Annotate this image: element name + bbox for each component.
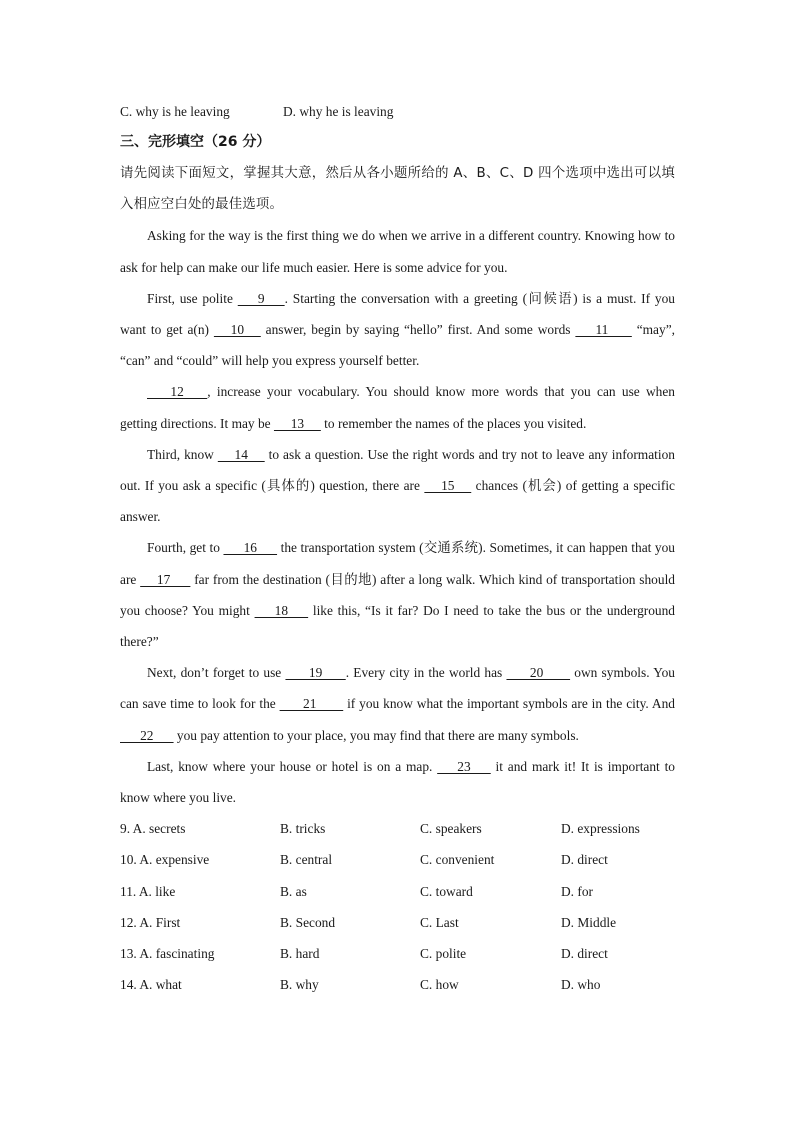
passage-paragraph-3 bbox=[120, 376, 675, 438]
question-row bbox=[120, 813, 675, 844]
text-segment: First, use polite bbox=[147, 290, 238, 306]
passage-paragraph-1: Asking for the way is the first thing we do when we arrive in a different country. Knowing how to ask for help can make our life much easier. Here is some advice for you. bbox=[120, 228, 675, 275]
option-d: D. why he is leaving bbox=[283, 104, 394, 119]
option-a: 13. A. fascinating bbox=[120, 946, 215, 962]
blank-15: 15 bbox=[424, 478, 472, 494]
passage-paragraph-7 bbox=[120, 751, 675, 813]
option-b: B. hard bbox=[280, 946, 320, 962]
option-c: C. why is he leaving bbox=[120, 104, 230, 119]
text-segment: the transportation system (交通系统). Sometimes, it can happen that you are bbox=[120, 540, 675, 587]
text-segment: if you know what the important symbols are in the city. And bbox=[343, 696, 675, 712]
text-segment: . Starting the conversation with a greeting (问候语) is a must. If you want to get a(n) bbox=[120, 290, 676, 338]
option-b: B. Second bbox=[280, 914, 336, 930]
text-segment: “may”, “can” and “could” will help you express yourself better. bbox=[120, 322, 675, 369]
text-segment: far from the destination (目的地) after a long walk. Which kind of transportation should you choose? You might bbox=[120, 571, 675, 618]
question-row bbox=[120, 938, 675, 969]
text-segment: to remember the names of the places you visited. bbox=[320, 415, 587, 431]
previous-question-options bbox=[120, 96, 675, 127]
option-d: D. direct bbox=[561, 852, 608, 868]
blank-22: 22 bbox=[120, 727, 174, 743]
blank-11: 11 bbox=[575, 322, 632, 338]
blank-21: 21 bbox=[279, 696, 344, 712]
blank-16: 16 bbox=[223, 540, 278, 556]
option-c: C. Last bbox=[420, 914, 459, 930]
section-title: 三、完形填空（26 分） bbox=[120, 134, 271, 150]
blank-12: 12 bbox=[147, 384, 208, 400]
option-c: C. how bbox=[420, 977, 459, 993]
passage-paragraph-6 bbox=[120, 657, 675, 751]
passage-paragraph-5 bbox=[120, 532, 675, 657]
option-b: B. why bbox=[280, 977, 319, 993]
text-segment: answer, begin by saying “hello” first. And some words bbox=[260, 322, 576, 338]
blank-17: 17 bbox=[140, 571, 191, 587]
passage-paragraph-2 bbox=[120, 283, 675, 377]
blank-13: 13 bbox=[273, 415, 321, 431]
blank-19: 19 bbox=[285, 665, 346, 681]
option-d: D. who bbox=[561, 977, 601, 993]
question-row bbox=[120, 907, 675, 938]
passage-paragraph-4 bbox=[120, 439, 675, 533]
text-segment: Next, don’t forget to use bbox=[147, 665, 286, 681]
option-a: 9. A. secrets bbox=[120, 821, 186, 837]
question-row bbox=[120, 844, 675, 875]
blank-18: 18 bbox=[254, 602, 309, 618]
option-c: C. convenient bbox=[420, 852, 495, 868]
option-c: C. polite bbox=[420, 946, 467, 962]
blank-9: 9 bbox=[237, 290, 285, 306]
option-b: B. tricks bbox=[280, 821, 326, 837]
blank-20: 20 bbox=[506, 665, 571, 681]
option-a: 10. A. expensive bbox=[120, 852, 210, 868]
option-c: C. speakers bbox=[420, 821, 482, 837]
blank-23: 23 bbox=[437, 758, 491, 774]
text-segment: to ask a question. Use the right words and try not to leave any information out. If you ask a specific (具体的) question, there are bbox=[120, 446, 675, 494]
page-content bbox=[120, 96, 675, 1000]
blank-10: 10 bbox=[213, 322, 261, 338]
option-b: B. central bbox=[280, 852, 333, 868]
question-row bbox=[120, 876, 675, 907]
blank-14: 14 bbox=[217, 446, 265, 462]
text-segment: , increase your vocabulary. You should know more words that you can use when getting directions. It may be bbox=[120, 384, 675, 431]
text-segment: . Every city in the world has bbox=[345, 665, 507, 681]
question-options-list bbox=[120, 813, 675, 1000]
option-a: 12. A. First bbox=[120, 914, 181, 930]
text-segment: Fourth, get to bbox=[147, 540, 224, 556]
text-segment: chances (机会) of getting a specific answer. bbox=[120, 478, 675, 525]
option-d: D. for bbox=[561, 883, 593, 899]
text-segment: own symbols. You can save time to look for the bbox=[120, 665, 675, 712]
option-d: D. Middle bbox=[561, 914, 617, 930]
section-instruction: 请先阅读下面短文，掌握其大意，然后从各小题所给的 A、B、C、D 四个选项中选出可以填入相应空白处的最佳选项。 bbox=[120, 166, 675, 213]
option-c: C. toward bbox=[420, 883, 473, 899]
question-row bbox=[120, 969, 675, 1000]
option-d: D. direct bbox=[561, 946, 608, 962]
option-d: D. expressions bbox=[561, 821, 640, 837]
text-segment: Last, know where your house or hotel is on a map. bbox=[147, 758, 438, 774]
text-segment: like this, “Is it far? Do I need to take the bus or the underground there?” bbox=[120, 602, 676, 650]
option-a: 11. A. like bbox=[120, 883, 176, 899]
text-segment: it and mark it! It is important to know where you live. bbox=[120, 758, 675, 806]
text-segment: Third, know bbox=[147, 446, 218, 462]
text-segment: you pay attention to your place, you may find that there are many symbols. bbox=[173, 727, 579, 743]
option-a: 14. A. what bbox=[120, 977, 182, 993]
option-b: B. as bbox=[280, 883, 307, 899]
